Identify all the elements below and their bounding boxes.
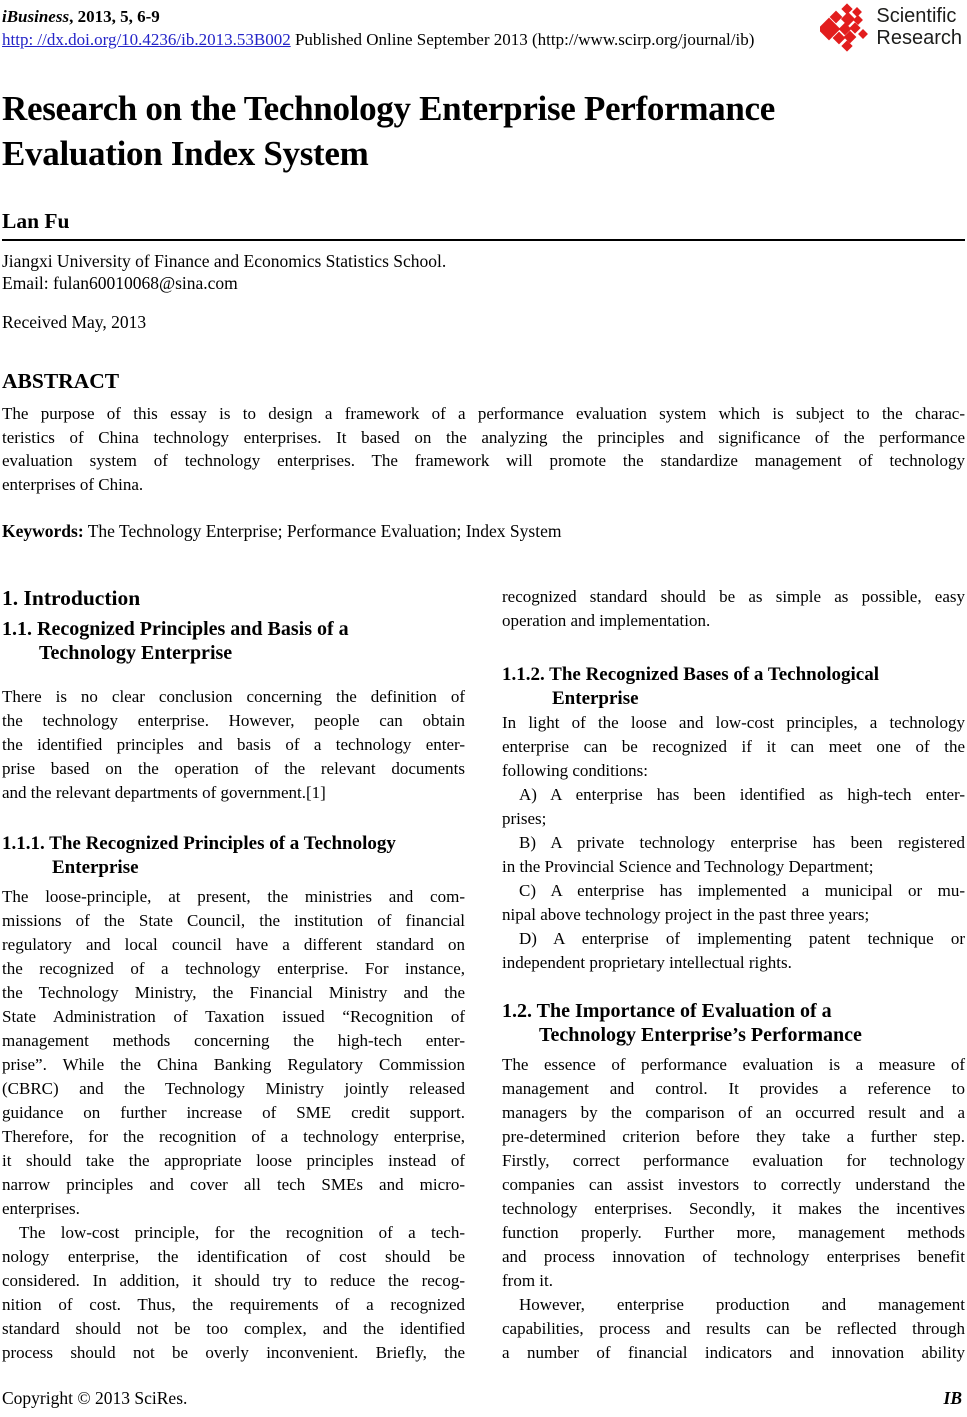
paragraph-definition <box>2 685 465 805</box>
footer-copyright: Copyright © 2013 SciRes. <box>2 1388 188 1408</box>
text-line: The essence of performance evaluation is a measure of <box>502 1055 965 1074</box>
section-heading-1-1 <box>2 617 465 665</box>
text-line: enterprise can be recognized if it can meet one of the <box>502 737 965 756</box>
paragraph-essence-evaluation <box>502 1053 965 1293</box>
text-line: the technology enterprise. However, people can obtain <box>2 711 465 730</box>
text-line: (CBRC) and the Technology Ministry jointly released <box>2 1079 465 1098</box>
scirp-logo <box>820 3 962 55</box>
text-line: the recognized of a technology enterprise. For instance, <box>2 959 465 978</box>
footer-journal-abbr: IB <box>943 1388 962 1408</box>
section-heading-1-1-1 <box>2 832 465 880</box>
section-heading-introduction: 1. Introduction <box>2 586 141 610</box>
text-line: Therefore, for the recognition of a technology enterprise, <box>2 1127 465 1146</box>
section-heading-1-1-2 <box>502 663 965 711</box>
text-line: following conditions: <box>502 761 648 780</box>
text-line: recognized standard should be as simple as possible, easy <box>502 587 965 606</box>
text-line: nipal above technology project in the past three years; <box>502 905 870 924</box>
text-line: The low-cost principle, for the recognition of a tech- <box>19 1223 465 1242</box>
text-line: The loose-principle, at present, the ministries and com- <box>2 887 465 906</box>
text-line: evaluation system of technology enterprises. The framework will promote the standardize management of technology <box>2 451 965 470</box>
text-line: missions of the State Council, the institution of financial <box>2 911 465 930</box>
journal-reference <box>2 5 754 28</box>
logo-text-line1: Scientific <box>876 5 957 27</box>
left-column <box>2 578 465 1365</box>
text-line: standard should not be too complex, and the identified <box>2 1319 465 1338</box>
doi-link[interactable]: http: //dx.doi.org/10.4236/ib.2013.53B002 <box>2 30 291 49</box>
text-line: In light of the loose and low-cost principles, a technology <box>502 713 965 732</box>
text-line: D) A enterprise of implementing patent technique or <box>519 929 965 948</box>
text-line: 1.2. The Importance of Evaluation of a <box>502 1000 832 1022</box>
text-line: Technology Enterprise’s Performance <box>539 1024 862 1046</box>
text-line: independent proprietary intellectual rights. <box>502 953 792 972</box>
text-line: A) A enterprise has been identified as high-tech enter- <box>519 785 965 804</box>
text-line: The purpose of this essay is to design a framework of a performance evaluation system which is subject to the charac- <box>2 404 965 423</box>
text-line: Enterprise <box>52 857 139 878</box>
list-item-a <box>502 783 965 831</box>
paragraph-continuation <box>502 585 965 633</box>
text-line: Technology Enterprise <box>39 642 233 664</box>
affiliation-block <box>2 250 446 295</box>
page-footer <box>2 1388 962 1409</box>
text-line: management and control. It provides a reference to <box>502 1079 965 1098</box>
list-item-d <box>502 927 965 975</box>
text-line: C) A enterprise has implemented a municipal or mu- <box>519 881 965 900</box>
text-line: pre-determined criterion before they take a further step. <box>502 1127 965 1146</box>
paragraph-low-cost-principle <box>2 1221 465 1365</box>
article-body <box>2 578 965 1365</box>
text-line: the identified principles and basis of a technology enter- <box>2 735 465 754</box>
logo-text <box>876 5 962 49</box>
list-item-c <box>502 879 965 927</box>
text-line: B) A private technology enterprise has been registered <box>519 833 965 852</box>
text-line: 1.1. Recognized Principles and Basis of a <box>2 618 349 640</box>
journal-citation: , 2013, 5, 6-9 <box>69 7 160 26</box>
text-line: nition of cost. Thus, the requirements of a recognized <box>2 1295 465 1314</box>
text-line: the Technology Ministry, the Financial Ministry and the <box>2 983 465 1002</box>
text-line: teristics of China technology enterprises. It based on the analyzing the principles and significance of the performance <box>2 427 965 447</box>
author-email: Email: fulan60010068@sina.com <box>2 273 238 294</box>
text-line: management methods concerning the high-tech enter- <box>2 1031 465 1050</box>
text-line: 1.1.2. The Recognized Bases of a Technological <box>502 664 880 685</box>
text-line: and process innovation of technology enterprises benefit <box>502 1247 965 1266</box>
affiliation: Jiangxi University of Finance and Economics Statistics School. <box>2 251 447 271</box>
text-line: it should take the appropriate loose principles instead of <box>2 1151 465 1170</box>
text-line: capabilities, process and results can be reflected through <box>502 1319 965 1338</box>
text-line: technology enterprises. Secondly, it makes the incentives <box>502 1199 965 1218</box>
text-line: regulatory and local council have a different standard on <box>2 935 465 954</box>
text-line: 1.1.1. The Recognized Principles of a Technology <box>2 833 396 854</box>
logo-diamonds-icon <box>820 3 872 55</box>
abstract-text <box>2 402 965 496</box>
text-line: nology enterprise, the identification of cost should be <box>2 1247 465 1266</box>
text-line: process should not be overly inconvenient. Briefly, the <box>2 1343 465 1362</box>
text-line: in the Provincial Science and Technology Department; <box>502 857 874 876</box>
text-line: There is no clear conclusion concerning the definition of <box>2 687 465 706</box>
paragraph-loose-principle <box>2 885 465 1221</box>
paragraph-recognized-bases <box>502 711 965 783</box>
abstract-heading: ABSTRACT <box>2 369 120 393</box>
text-line: prises; <box>502 809 547 828</box>
text-line: However, enterprise production and management <box>519 1295 965 1314</box>
logo-text-line2: Research <box>876 27 962 49</box>
right-column <box>502 578 965 1365</box>
keywords-text: The Technology Enterprise; Performance Evaluation; Index System <box>83 521 562 541</box>
author-divider <box>2 239 965 241</box>
text-line: managers by the comparison of an occurred result and a <box>502 1103 965 1122</box>
journal-name: iBusiness <box>2 7 70 26</box>
text-line: companies can assist investors to correctly understand the <box>502 1175 965 1194</box>
keywords-label: Keywords: <box>2 521 84 541</box>
section-heading-1-2 <box>502 999 965 1047</box>
text-line: State Administration of Taxation issued “Recognition of <box>2 1007 465 1026</box>
text-line: narrow principles and cover all tech SMEs and micro- <box>2 1175 465 1194</box>
author-name: Lan Fu <box>2 209 70 233</box>
text-line: operation and implementation. <box>502 611 711 630</box>
list-item-b <box>502 831 965 879</box>
text-line: from it. <box>502 1271 553 1290</box>
text-line: and the relevant departments of government.[1] <box>2 783 326 802</box>
text-line: prise based on the operation of the relevant documents <box>2 759 465 778</box>
paragraph-however <box>502 1293 965 1365</box>
published-online-note: Published Online September 2013 (http://www.scirp.org/journal/ib) <box>290 30 755 49</box>
journal-header <box>2 5 754 51</box>
text-line: a number of financial indicators and innovation ability <box>502 1343 965 1362</box>
keywords-line <box>2 521 561 542</box>
text-line: function properly. Further more, management methods <box>502 1223 965 1242</box>
text-line: enterprises of China. <box>2 474 144 494</box>
publication-line <box>2 28 754 51</box>
text-line: enterprises. <box>2 1199 80 1218</box>
text-line: Enterprise <box>552 688 639 709</box>
text-line: guidance on further increase of SME credit support. <box>2 1103 465 1122</box>
text-line: Firstly, correct performance evaluation for technology <box>502 1151 965 1170</box>
text-line: considered. In addition, it should try to reduce the recog- <box>2 1271 465 1290</box>
page-title: Research on the Technology Enterprise Performance Evaluation Index System <box>2 89 776 173</box>
received-date: Received May, 2013 <box>2 312 147 332</box>
text-line: prise”. While the China Banking Regulatory Commission <box>2 1055 465 1074</box>
